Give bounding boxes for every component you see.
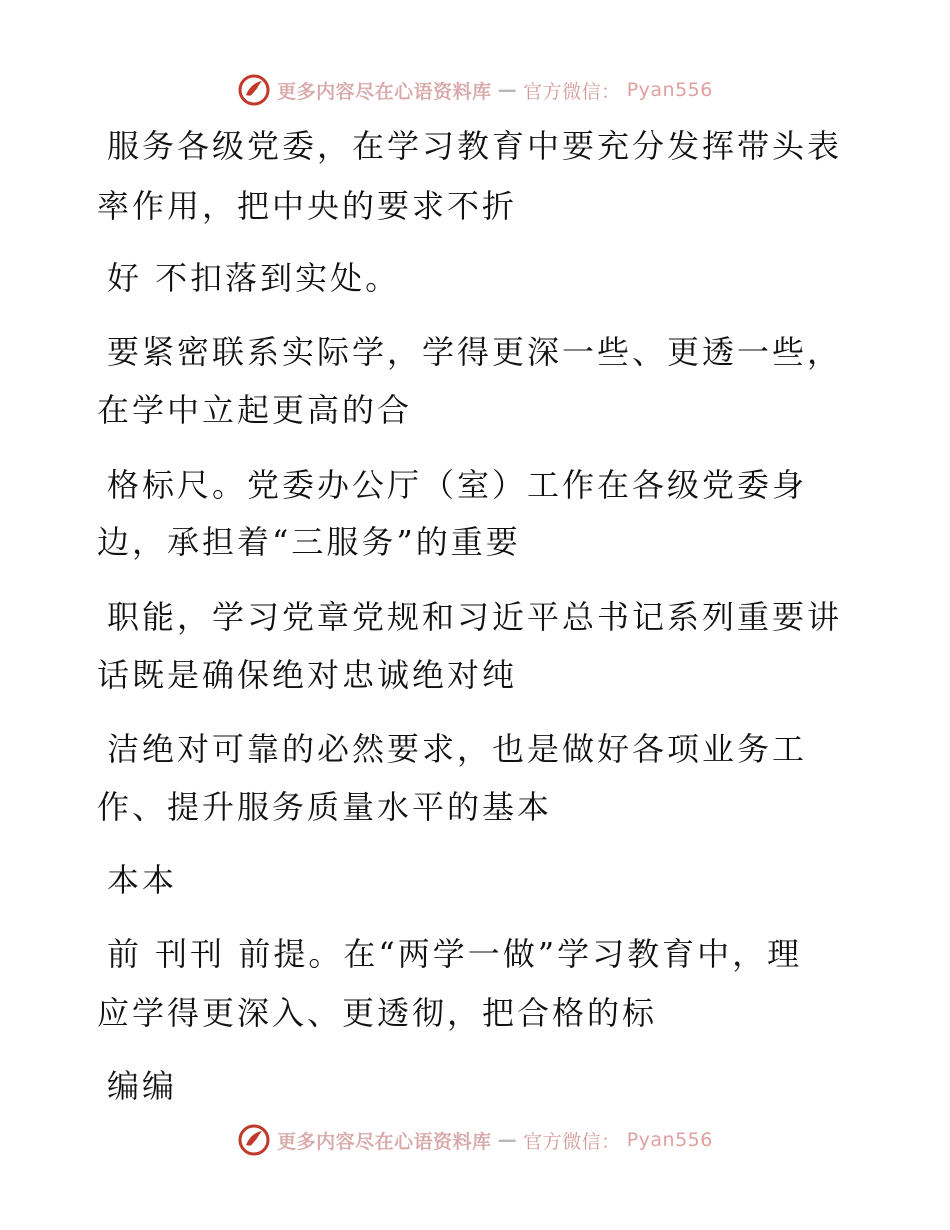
- watermark-contact-label: 官方微信：: [523, 1130, 621, 1153]
- body-line: 要紧密联系实际学，学得更深一些、更透一些，: [107, 333, 843, 371]
- watermark-main-text: 更多内容尽在心语资料库: [277, 1130, 492, 1153]
- body-line: 话既是确保绝对忠诚绝对纯: [97, 656, 518, 694]
- body-line: 前 刊刊 前提。在“两学一做”学习教育中，理: [107, 935, 803, 973]
- body-line: 在学中立起更高的合: [97, 391, 413, 429]
- body-line: 作、提升服务质量水平的基本: [97, 788, 553, 826]
- watermark-contact-label: 官方微信：: [523, 80, 621, 103]
- body-line: 本本: [107, 861, 178, 899]
- body-line: 服务各级党委，在学习教育中要充分发挥带头表: [107, 127, 843, 165]
- watermark-handle: Pyan556: [626, 1129, 713, 1151]
- body-line: 应学得更深入、更透彻，把合格的标: [97, 994, 658, 1032]
- body-line: 职能，学习党章党规和习近平总书记系列重要讲: [107, 598, 843, 636]
- brand-logo-icon: [237, 1123, 271, 1157]
- body-line: 编编: [107, 1067, 178, 1105]
- body-line: 好 不扣落到实处。: [107, 259, 401, 297]
- footer-watermark: [0, 1120, 950, 1160]
- body-line: 格标尺。党委办公厅（室）工作在各级党委身: [107, 466, 808, 504]
- watermark-dash: —: [497, 1129, 518, 1151]
- watermark-main-text: 更多内容尽在心语资料库: [277, 80, 492, 103]
- watermark-dash: —: [497, 79, 518, 101]
- body-line: 边，承担着“三服务”的重要: [97, 523, 521, 561]
- body-line: 率作用，把中央的要求不折: [97, 187, 518, 225]
- body-line: 洁绝对可靠的必然要求，也是做好各项业务工: [107, 730, 808, 768]
- watermark-handle: Pyan556: [626, 79, 713, 101]
